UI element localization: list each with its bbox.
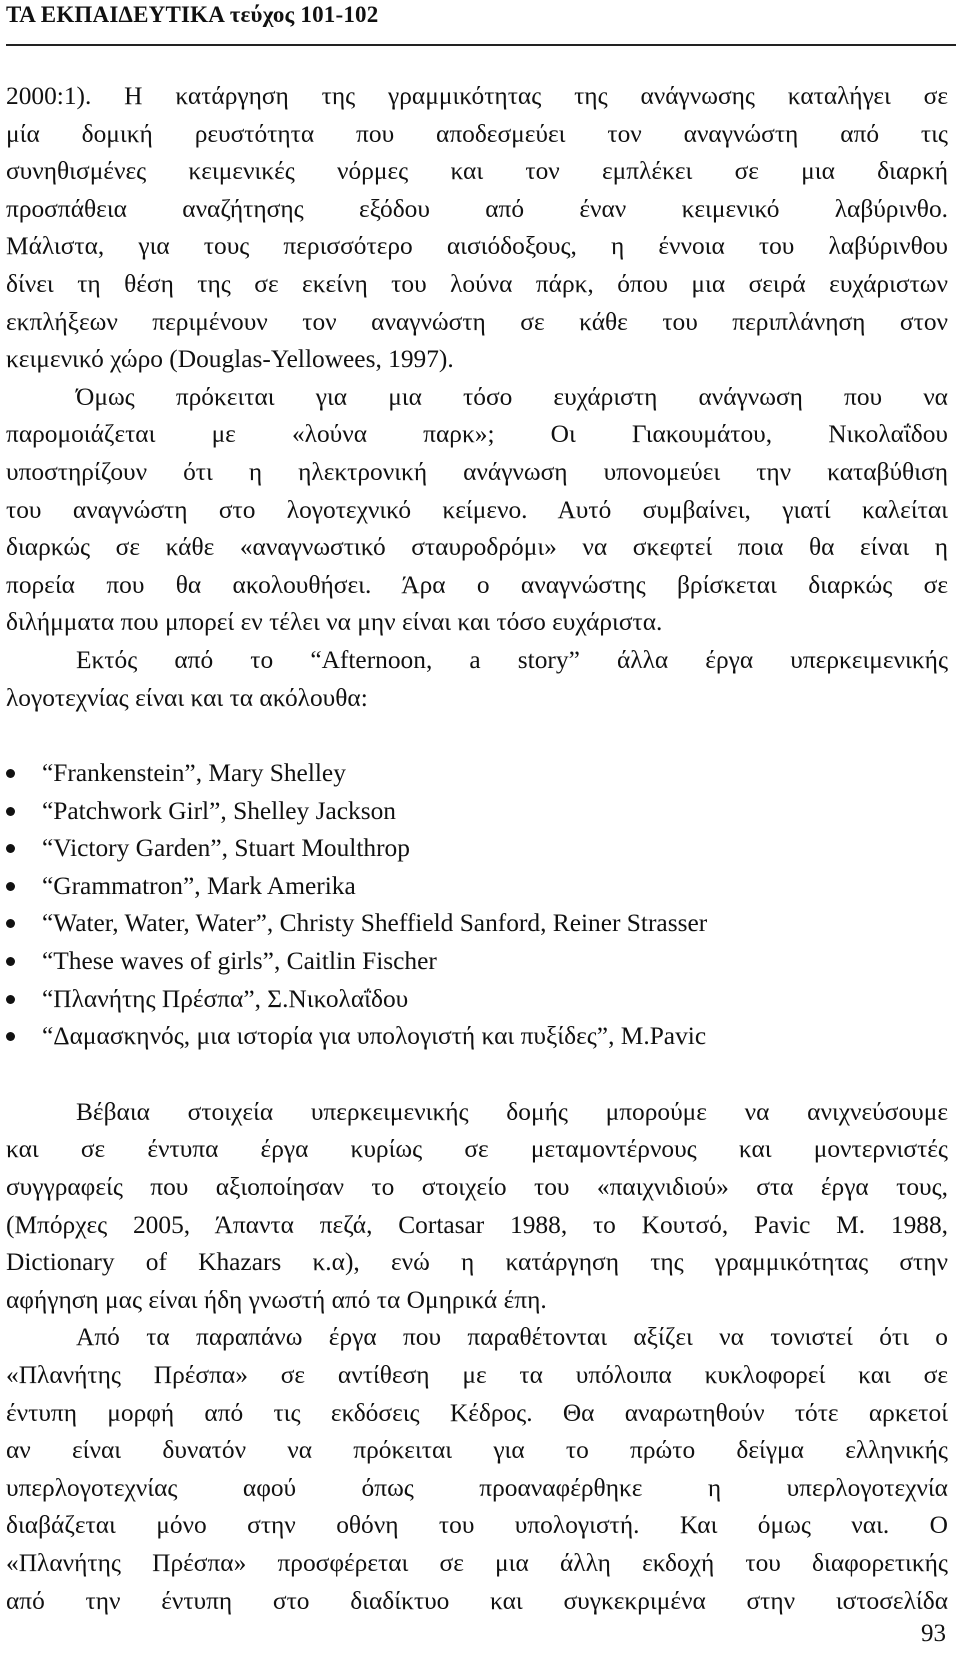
paragraph	[6, 1094, 948, 1320]
bullet-icon	[6, 844, 15, 853]
text-line: υπερλογοτεχνίας αφού όπως προαναφέρθηκε η υπερλογοτεχνία	[6, 1473, 948, 1502]
text-line: αν είναι δυνατόν να πρόκειται για το πρώτο δείγμα ελληνικής	[6, 1436, 948, 1465]
bullet-icon	[6, 919, 15, 928]
bullet-icon	[6, 807, 15, 816]
bullet-icon	[6, 995, 15, 1004]
list-item	[6, 793, 948, 831]
text-line: (Μπόρχες 2005, Άπαντα πεζά, Cortasar 1988, το Κουτσό, Pavic M. 1988,	[6, 1210, 948, 1239]
text-line: Βέβαια στοιχεία υπερκειμενικής δομής μπορούμε να ανιχνεύσουμε	[76, 1097, 948, 1126]
text-line: διλήμματα που μπορεί εν τέλει να μην είναι και τόσο ευχάριστα.	[6, 608, 663, 637]
text-line: διαβάζεται μόνο στην οθόνη του υπολογιστή. Και όμως ναι. Ο	[6, 1511, 948, 1540]
text-line: Μάλιστα, για τους περισσότερο αισιόδοξους, η έννοια του λαβύρινθου	[6, 232, 948, 261]
paragraph	[6, 642, 948, 717]
list-item	[6, 943, 948, 981]
text-line: πορεία που θα ακολουθήσει. Άρα ο αναγνώστης βρίσκεται διαρκώς σε	[6, 570, 948, 599]
paragraph	[6, 379, 948, 642]
text-line: Dictionary of Khazars κ.α), ενώ η κατάργηση της γραμμικότητας στην	[6, 1248, 948, 1277]
page-body	[6, 78, 948, 1620]
paragraph	[6, 78, 948, 379]
bullet-icon	[6, 769, 15, 778]
list-item	[6, 1018, 948, 1056]
text-line: 2000:1). Η κατάργηση της γραμμικότητας της ανάγνωσης καταλήγει σε	[6, 82, 948, 110]
work-title: “Grammatron”, Mark Amerika	[42, 871, 356, 900]
list-item	[6, 830, 948, 868]
text-line: εκπλήξεων περιμένουν τον αναγνώστη σε κάθε του περιπλάνηση στον	[6, 307, 948, 336]
text-line: «Πλανήτης Πρέσπα» σε αντίθεση με τα υπόλοιπα κυκλοφορεί και σε	[6, 1361, 948, 1389]
bullet-icon	[6, 957, 15, 966]
page-number: 93	[921, 1620, 946, 1647]
text-line: μία δομική ρευστότητα που αποδεσμεύει τον αναγνώστη από τις	[6, 119, 948, 148]
text-line: διαρκώς σε κάθε «αναγνωστικό σταυροδρόμι» να σκεφτεί ποια θα είναι η	[6, 533, 948, 562]
list-item	[6, 868, 948, 906]
text-line: δίνει τη θέση της σε εκείνη του λούνα πάρκ, όπου μια σειρά ευχάριστων	[6, 269, 948, 298]
text-line: έντυπη μορφή από τις εκδόσεις Κέδρος. Θα αναρωτηθούν τότε αρκετοί	[6, 1398, 948, 1427]
paragraph	[6, 1319, 948, 1620]
work-title: “Δαμασκηνός, μια ιστορία για υπολογιστή και πυξίδες”, M.Pavic	[42, 1022, 707, 1051]
journal-title: ΤΑ ΕΚΠΑΙΔΕΥΤΙΚΑ τεύχος 101-102	[6, 2, 379, 27]
work-title: “Water, Water, Water”, Christy Sheffield Sanford, Reiner Strasser	[42, 909, 708, 938]
text-line: Όμως πρόκειται για μια τόσο ευχάριστη ανάγνωση που να	[76, 382, 948, 411]
work-title: “These waves of girls”, Caitlin Fischer	[42, 947, 437, 976]
running-header	[6, 0, 956, 46]
text-line: Εκτός από το “Afternoon, a story” άλλα έργα υπερκειμενικής	[76, 645, 948, 674]
work-title: “Πλανήτης Πρέσπα”, Σ.Νικολαΐδου	[42, 984, 409, 1013]
work-title: “Victory Garden”, Stuart Moulthrop	[42, 834, 410, 863]
text-line: λογοτεχνίας είναι και τα ακόλουθα:	[6, 683, 368, 712]
text-line: προσπάθεια αναζήτησης εξόδου από έναν κειμενικό λαβύρινθο.	[6, 194, 948, 223]
spacer	[6, 717, 948, 755]
text-line: κειμενικό χώρο (Douglas-Yellowees, 1997).	[6, 345, 454, 374]
text-line: υποστηρίζουν ότι η ηλεκτρονική ανάγνωση υπονομεύει την καταβύθιση	[6, 457, 948, 486]
text-line: από την έντυπη στο διαδίκτυο και συγκεκριμένα στην ιστοσελίδα	[6, 1586, 948, 1615]
works-list	[6, 755, 948, 1056]
list-item	[6, 905, 948, 943]
text-line: «Πλανήτης Πρέσπα» προσφέρεται σε μια άλλη εκδοχή του διαφορετικής	[6, 1548, 948, 1577]
bullet-icon	[6, 1032, 15, 1041]
text-line: αφήγηση μας είναι ήδη γνωστή από τα Ομηρικά έπη.	[6, 1285, 547, 1314]
list-item	[6, 981, 948, 1019]
text-line: συγγραφείς που αξιοποίησαν το στοιχείο του «παιχνιδιού» στα έργα τους,	[6, 1173, 948, 1202]
work-title: “Frankenstein”, Mary Shelley	[42, 759, 346, 788]
spacer	[6, 1056, 948, 1094]
list-item	[6, 755, 948, 793]
work-title: “Patchwork Girl”, Shelley Jackson	[42, 796, 396, 825]
text-line: Από τα παραπάνω έργα που παραθέτονται αξίζει να τονιστεί ότι ο	[76, 1323, 948, 1352]
text-line: παρομοιάζεται με «λούνα παρκ»; Οι Γιακουμάτου, Νικολαΐδου	[6, 420, 948, 449]
text-line: συνηθισμένες κειμενικές νόρμες και τον εμπλέκει σε μια διαρκή	[6, 157, 948, 186]
bullet-icon	[6, 882, 15, 891]
text-line: και σε έντυπα έργα κυρίως σε μεταμοντέρνους και μοντερνιστές	[6, 1135, 948, 1164]
text-line: του αναγνώστη στο λογοτεχνικό κείμενο. Αυτό συμβαίνει, γιατί καλείται	[6, 495, 948, 524]
